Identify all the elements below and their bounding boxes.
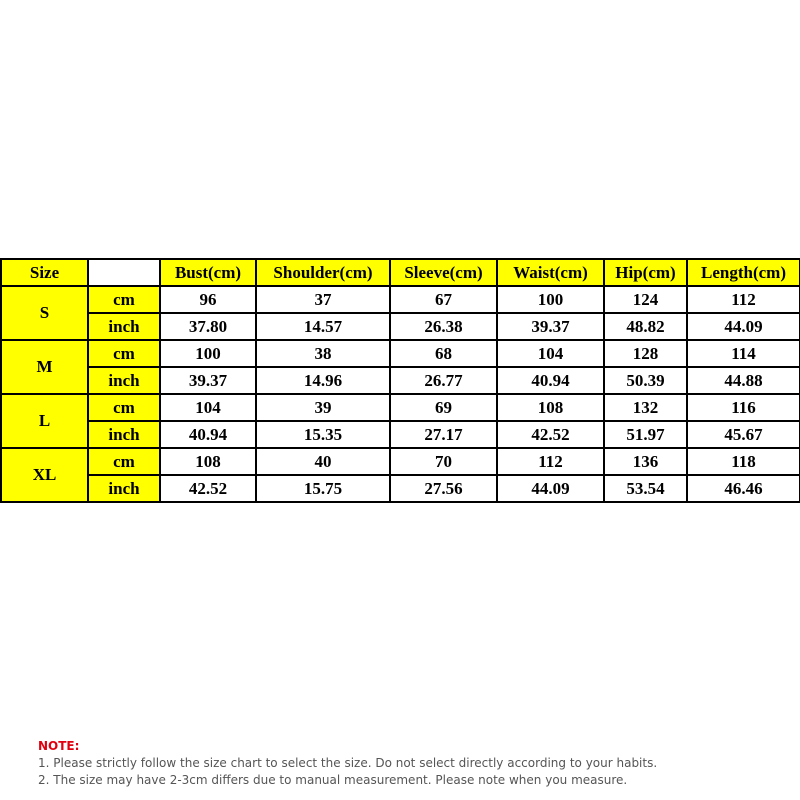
measurement-cell: 116 — [687, 394, 800, 421]
measurement-cell: 38 — [256, 340, 390, 367]
measurement-cell: 37.80 — [160, 313, 256, 340]
measurement-cell: 114 — [687, 340, 800, 367]
measurement-cell: 112 — [687, 286, 800, 313]
measurement-cell: 40.94 — [160, 421, 256, 448]
unit-label: cm — [88, 394, 160, 421]
measurement-cell: 50.39 — [604, 367, 687, 394]
measurement-cell: 108 — [497, 394, 604, 421]
measurement-cell: 39 — [256, 394, 390, 421]
measurement-cell: 70 — [390, 448, 497, 475]
unit-label: inch — [88, 367, 160, 394]
table-row — [1, 313, 800, 340]
unit-label: cm — [88, 448, 160, 475]
measurement-cell: 53.54 — [604, 475, 687, 502]
measurement-cell: 39.37 — [160, 367, 256, 394]
measurement-cell: 132 — [604, 394, 687, 421]
column-header: Bust(cm) — [160, 259, 256, 286]
measurement-cell: 46.46 — [687, 475, 800, 502]
measurement-cell: 136 — [604, 448, 687, 475]
measurement-cell: 124 — [604, 286, 687, 313]
column-header: Sleeve(cm) — [390, 259, 497, 286]
measurement-cell: 108 — [160, 448, 256, 475]
unit-label: inch — [88, 313, 160, 340]
column-header: Length(cm) — [687, 259, 800, 286]
column-header: Shoulder(cm) — [256, 259, 390, 286]
table-row — [1, 475, 800, 502]
table-row — [1, 286, 800, 313]
table-row — [1, 421, 800, 448]
column-header: Waist(cm) — [497, 259, 604, 286]
measurement-cell: 27.56 — [390, 475, 497, 502]
measurement-cell: 44.88 — [687, 367, 800, 394]
measurement-cell: 104 — [497, 340, 604, 367]
measurement-cell: 14.96 — [256, 367, 390, 394]
note-line: 1. Please strictly follow the size chart to select the size. Do not select directly according to your habits. — [38, 756, 658, 770]
table-row — [1, 367, 800, 394]
measurement-cell: 37 — [256, 286, 390, 313]
measurement-cell: 42.52 — [160, 475, 256, 502]
measurement-cell: 100 — [160, 340, 256, 367]
measurement-cell: 44.09 — [687, 313, 800, 340]
unit-label: cm — [88, 286, 160, 313]
measurement-cell: 42.52 — [497, 421, 604, 448]
measurement-cell: 15.75 — [256, 475, 390, 502]
measurement-cell: 26.38 — [390, 313, 497, 340]
note-line: 2. The size may have 2-3cm differs due to manual measurement. Please note when you measure. — [38, 773, 628, 787]
measurement-cell: 26.77 — [390, 367, 497, 394]
table-row — [1, 394, 800, 421]
measurement-cell: 118 — [687, 448, 800, 475]
unit-header — [88, 259, 160, 286]
measurement-cell: 100 — [497, 286, 604, 313]
measurement-cell: 45.67 — [687, 421, 800, 448]
size-label: M — [1, 340, 88, 394]
table-row — [1, 448, 800, 475]
measurement-cell: 15.35 — [256, 421, 390, 448]
table-row — [1, 340, 800, 367]
size-label: XL — [1, 448, 88, 502]
measurement-cell: 128 — [604, 340, 687, 367]
measurement-cell: 44.09 — [497, 475, 604, 502]
column-header: Hip(cm) — [604, 259, 687, 286]
unit-label: inch — [88, 421, 160, 448]
size-label: L — [1, 394, 88, 448]
measurement-cell: 48.82 — [604, 313, 687, 340]
size-label: S — [1, 286, 88, 340]
measurement-cell: 112 — [497, 448, 604, 475]
measurement-cell: 51.97 — [604, 421, 687, 448]
note-block — [38, 738, 657, 789]
header-row — [1, 259, 800, 286]
measurement-cell: 67 — [390, 286, 497, 313]
measurement-cell: 96 — [160, 286, 256, 313]
measurement-cell: 27.17 — [390, 421, 497, 448]
measurement-cell: 104 — [160, 394, 256, 421]
measurement-cell: 40 — [256, 448, 390, 475]
unit-label: cm — [88, 340, 160, 367]
measurement-cell: 40.94 — [497, 367, 604, 394]
measurement-cell: 69 — [390, 394, 497, 421]
measurement-cell: 68 — [390, 340, 497, 367]
measurement-cell: 14.57 — [256, 313, 390, 340]
note-title: NOTE: — [38, 739, 80, 753]
unit-label: inch — [88, 475, 160, 502]
measurement-cell: 39.37 — [497, 313, 604, 340]
size-chart-table — [0, 258, 800, 503]
size-header: Size — [1, 259, 88, 286]
